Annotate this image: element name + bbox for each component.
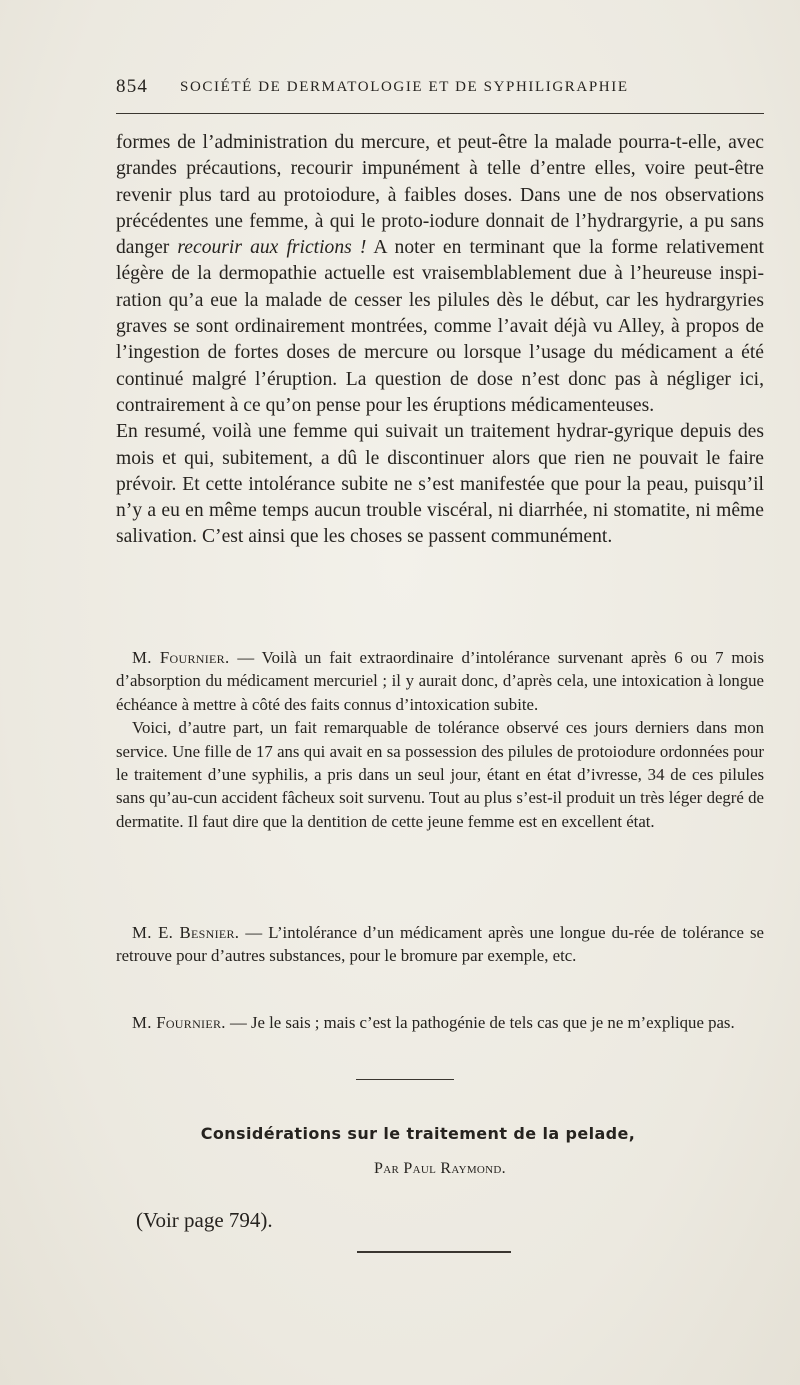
besnier-remark-text: — L’intolérance d’un médicament après une longue du-rée de tolérance se retrouve pour d’autres substances, pour le bromure par exemple, etc. bbox=[116, 923, 764, 966]
fournier-remark-1 bbox=[116, 646, 764, 716]
speaker-fournier: M. Fournier. bbox=[132, 648, 230, 667]
fournier-remark-1-text: — Voilà un fait extraordinaire d’intolérance survenant après 6 ou 7 mois d’absorption du médicament mercuriel ; il y aurait donc, d’après cela, une intoxication à longue échéance à mettre à côté des faits connus d’intoxication subite. bbox=[116, 648, 764, 714]
running-title: SOCIÉTÉ DE DERMATOLOGIE ET DE SYPHILIGRAPHIE bbox=[180, 79, 629, 95]
fournier-remark-3-text: — Je le sais ; mais c’est la pathogénie de tels cas que je ne m’explique pas. bbox=[225, 1013, 735, 1032]
section-divider bbox=[356, 1079, 454, 1080]
discussion-besnier bbox=[116, 921, 764, 968]
discussion-fournier-2 bbox=[116, 1011, 764, 1034]
paragraph-2-text: En resumé, voilà une femme qui suivait un traitement hydrar-gyrique depuis des mois et qui, subitement, a dû le discontinuer alors que rien ne pouvait le faire prévoir. Et cette intolérance subite ne s’est manifestée que pour la peau, puisqu’il n’y a eu en même temps aucun trouble viscéral, ni diarrhée, ni stomatite, ni même salivation. C’est ainsi que les choses se passent communément. bbox=[116, 421, 764, 548]
page-header bbox=[116, 76, 764, 100]
header-rule bbox=[116, 113, 764, 114]
paragraph-2 bbox=[116, 419, 764, 550]
page-number: 854 bbox=[116, 76, 149, 97]
paragraph-1-italic: recourir aux frictions ! bbox=[177, 237, 367, 259]
closing-rule bbox=[357, 1251, 511, 1253]
fournier-remark-2-text: Voici, d’autre part, un fait remarquable de tolérance observé ces jours derniers dans mon service. Une fille de 17 ans qui avait en sa possession des pilules de protoiodure ordonnées pour le traitement d’une syphilis, a pris dans un seul jour, étant en état d’ivresse, 34 de ces pilules sans qu’au-cun accident fâcheux soit survenu. Tout au plus s’est-il produit un très léger degré de dermatite. Il faut dire que la dentition de cette jeune femme est en excellent état. bbox=[116, 718, 764, 831]
fournier-remark-2 bbox=[116, 716, 764, 833]
main-text bbox=[116, 130, 764, 551]
besnier-remark bbox=[116, 921, 764, 968]
discussion-fournier-1 bbox=[116, 646, 764, 833]
page-reference: (Voir page 794). bbox=[136, 1208, 273, 1232]
paragraph-1-text-b: A noter en terminant que la forme relativement légère de la dermopathie actuelle est vraisemblablement due à l’heureuse inspi-ration qu’a eue la malade de cesser les pilules dès le début, car les hydrargyries graves se sont ordinairement montrées, comme l’avait déjà vu Alley, à propos de l’ingestion de fortes doses de mercure ou lorsque l’usage du médicament a été continué malgré l’éruption. La question de dose n’est donc pas à négliger ici, contrairement à ce qu’on pense pour les éruptions médicamenteuses. bbox=[116, 237, 765, 416]
speaker-besnier: M. E. Besnier. bbox=[132, 923, 240, 942]
paragraph-1-text-a: formes de l’administration du mercure, et peut-être la malade pourra-t-elle, avec grandes précautions, recourir impunément à telle d’entre elles, voire peut-être revenir plus tard au protoiodure, à faibles doses. Dans une de nos observations précédentes une femme, à qui le proto-iodure donnait de l’hydrargyrie, a pu sans danger bbox=[116, 132, 764, 259]
article-author: Par Paul Raymond. bbox=[374, 1160, 506, 1177]
article-title: Considérations sur le traitement de la pelade, bbox=[200, 1124, 636, 1143]
fournier-remark-3 bbox=[116, 1011, 764, 1034]
speaker-fournier-2: M. Fournier. bbox=[132, 1013, 226, 1032]
paragraph-1 bbox=[116, 130, 764, 419]
